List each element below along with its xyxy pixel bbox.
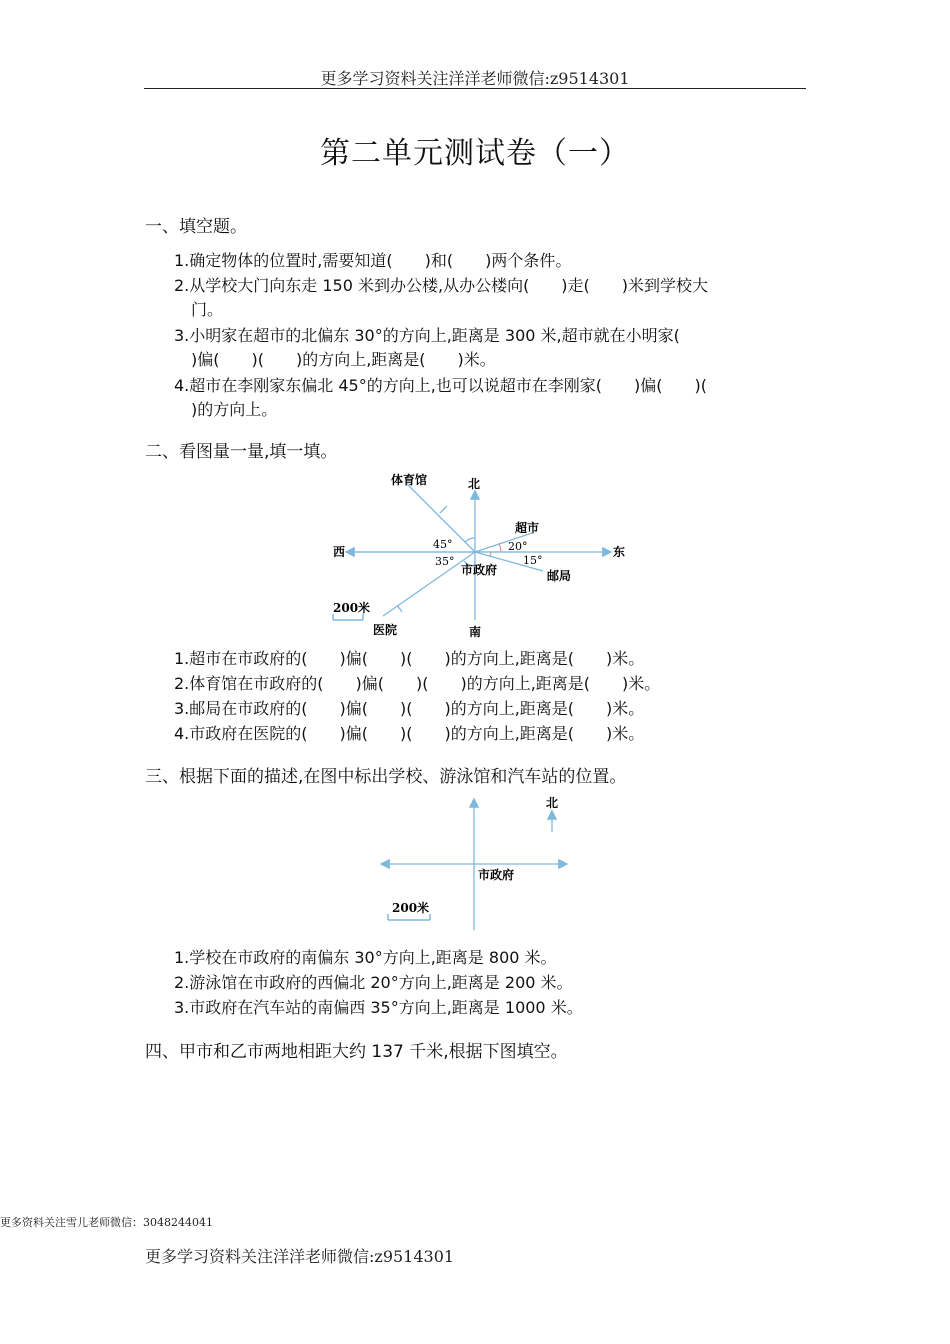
page-title: 第二单元测试卷（一）	[320, 136, 630, 171]
label-angle-20: 20°	[508, 540, 528, 553]
question-line: )偏( )( )的方向上,距离是( )米。	[191, 350, 496, 369]
label-north: 北	[546, 796, 559, 810]
question-line: 3.小明家在超市的北偏东 30°的方向上,距离是 300 米,超市就在小明家(	[174, 326, 680, 345]
question-line: 2.从学校大门向东走 150 米到办公楼,从办公楼向( )走( )米到学校大	[174, 276, 709, 295]
question-line: 4.超市在李刚家东偏北 45°的方向上,也可以说超市在李刚家( )偏( )(	[174, 376, 708, 395]
question-line: 3.市政府在汽车站的南偏西 35°方向上,距离是 1000 米。	[174, 998, 583, 1017]
label-center: 市政府	[461, 563, 498, 577]
ray-hospital	[383, 552, 475, 616]
question-line: 3.邮局在市政府的( )偏( )( )的方向上,距离是( )米。	[174, 699, 645, 718]
label-angle-45: 45°	[433, 538, 453, 551]
label-south: 南	[469, 625, 482, 639]
question-line: 1.超市在市政府的( )偏( )( )的方向上,距离是( )米。	[174, 649, 645, 668]
label-hospital: 医院	[373, 623, 398, 637]
label-post-office: 邮局	[547, 569, 572, 583]
direction-diagram-1	[325, 466, 635, 648]
label-angle-15: 15°	[523, 554, 543, 567]
direction-diagram-2	[378, 792, 578, 940]
direction-diagram-1-svg	[325, 466, 635, 644]
question-line: 2.体育馆在市政府的( )偏( )( )的方向上,距离是( )米。	[174, 674, 661, 693]
header-text: 更多学习资料关注洋洋老师微信:z9514301	[320, 69, 630, 88]
section-2-heading: 二、看图量一量,填一填。	[145, 442, 338, 462]
label-gym: 体育馆	[391, 473, 428, 487]
question-line: 4.市政府在医院的( )偏( )( )的方向上,距离是( )米。	[174, 724, 645, 743]
label-angle-35: 35°	[435, 555, 455, 568]
question-line: )的方向上。	[191, 400, 278, 419]
label-east: 东	[613, 545, 626, 559]
footer-note: 更多资料关注雪儿老师微信：3048244041	[0, 1216, 213, 1229]
section-1-heading: 一、填空题。	[145, 217, 247, 237]
question-line: 1.学校在市政府的南偏东 30°方向上,距离是 800 米。	[174, 948, 557, 967]
label-scale: 200米	[392, 901, 430, 915]
question-line: 2.游泳馆在市政府的西偏北 20°方向上,距离是 200 米。	[174, 973, 573, 992]
label-north: 北	[468, 477, 481, 491]
question-line: 门。	[191, 300, 224, 319]
header-rule	[144, 88, 806, 89]
section-4-heading: 四、甲市和乙市两地相距大约 137 千米,根据下图填空。	[145, 1042, 568, 1062]
section-3-heading: 三、根据下面的描述,在图中标出学校、游泳馆和汽车站的位置。	[145, 767, 627, 787]
label-scale: 200米	[333, 601, 371, 615]
label-west: 西	[333, 545, 346, 559]
footer-text: 更多学习资料关注洋洋老师微信:z9514301	[145, 1247, 455, 1266]
question-line: 1.确定物体的位置时,需要知道( )和( )两个条件。	[174, 251, 572, 270]
label-supermarket: 超市	[515, 521, 540, 535]
label-center: 市政府	[478, 868, 515, 882]
direction-diagram-2-svg	[378, 792, 578, 936]
